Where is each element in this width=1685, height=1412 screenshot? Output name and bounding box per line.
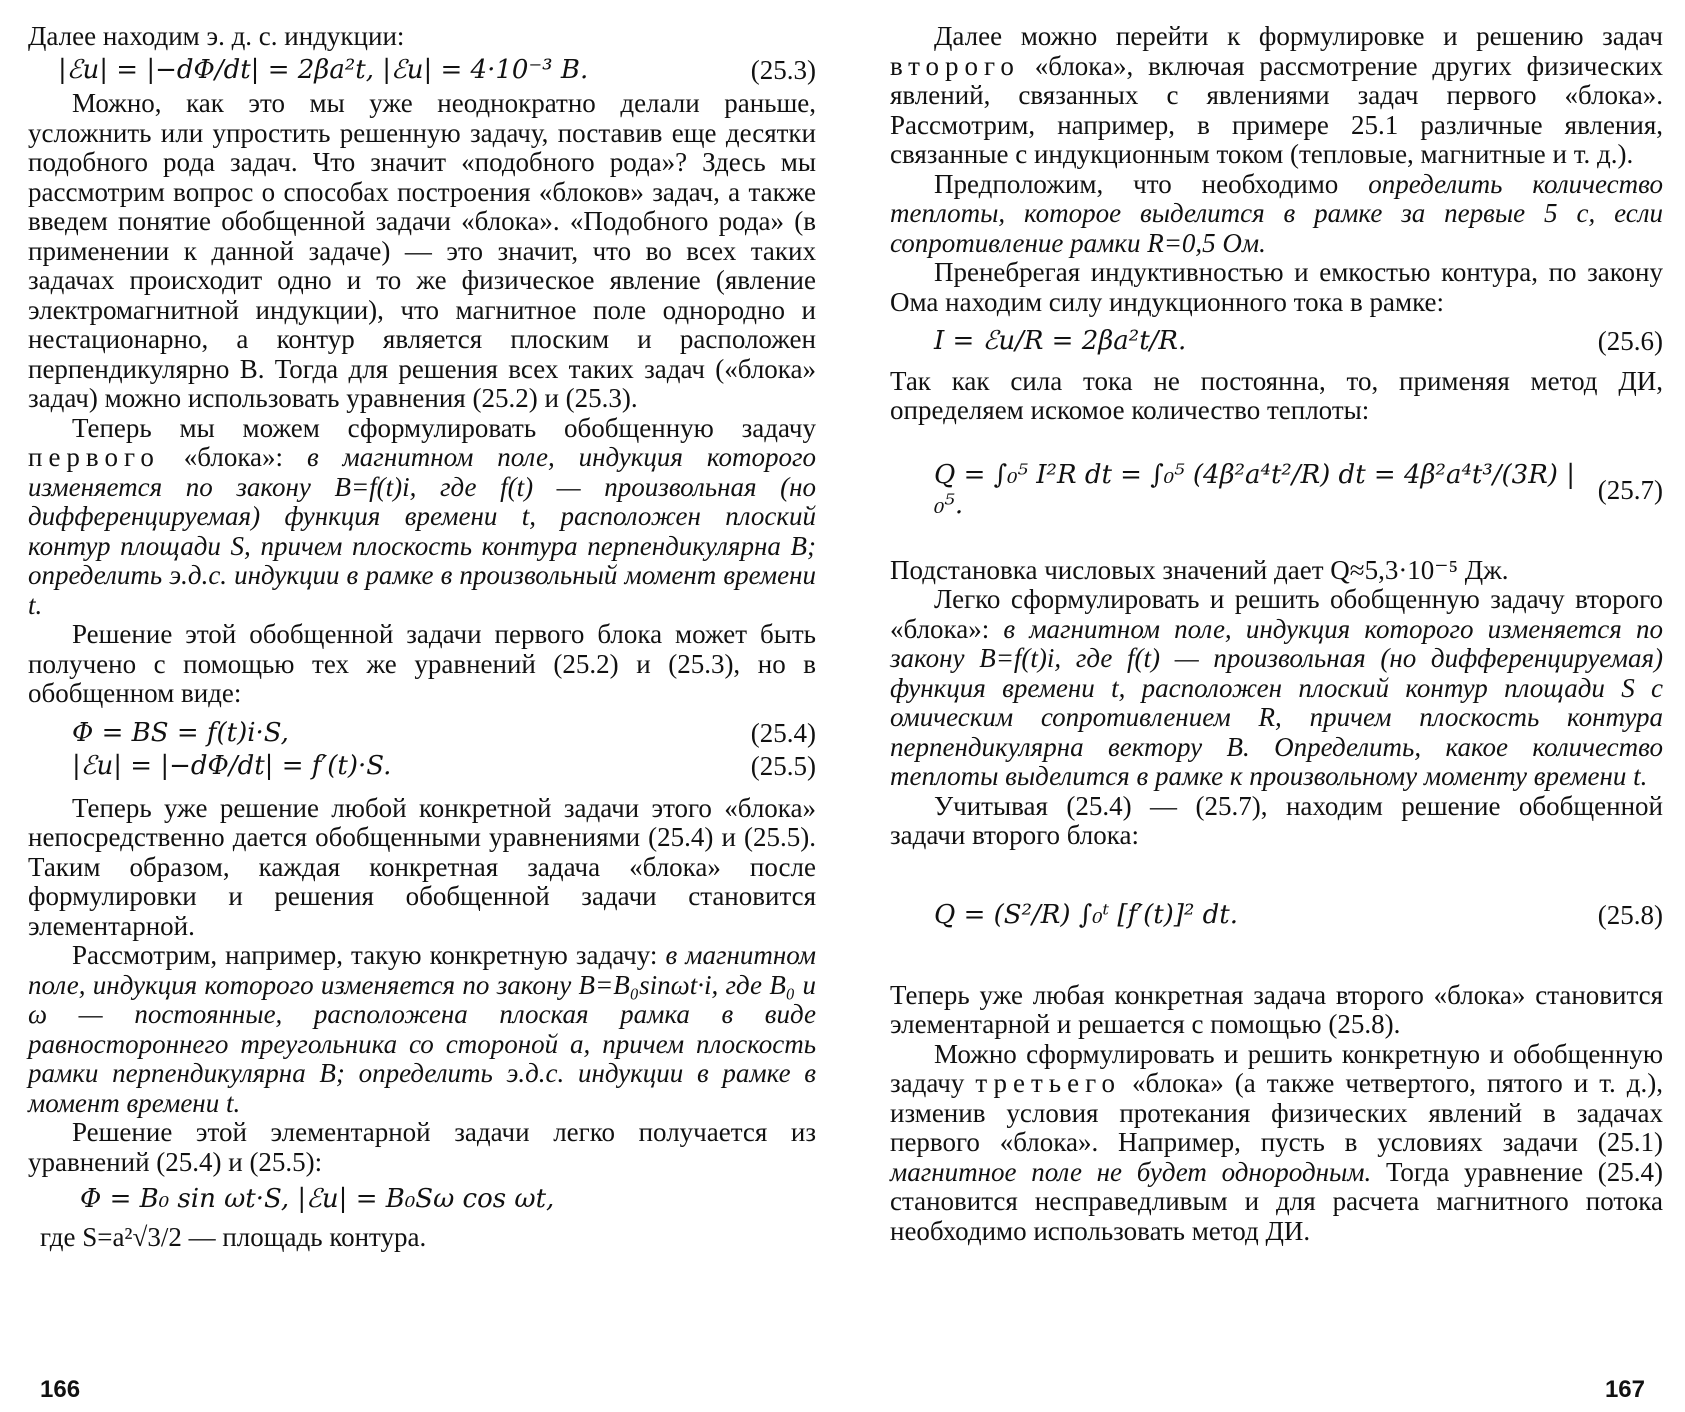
equation-number: (25.6) (1597, 326, 1663, 356)
equation-formula: Φ = B₀ sin ωt·S, |ℰи| = B₀Sω cos ωt, (80, 1184, 555, 1214)
intro-line: Далее находим э. д. с. индукции: (28, 21, 405, 51)
page-number-right: 167 (1604, 1376, 1645, 1403)
equation-number: (25.4) (750, 717, 816, 748)
paragraph: Легко сформулировать и решить обобщенную задачу второго «блока»: в магнитном поле, индукция которого изменяется по закону B=f(t)i, где f(t) — произвольная (но дифференцируемая) функция времени t, расположен плоский контур площади S с омическим сопротивлением R, причем плоскость контура перпендикулярна вектору B. Определить, какое количество теплоты выделится в рамке к произвольному моменту времени t. (890, 584, 1663, 791)
paragraph: Можно сформулировать и решить конкретную и обобщенную задачу третьего «блока» (а также четвертого, пятого и т. д.), изменив условия протекания физических явлений в задачах первого «блока». Например, пусть в условиях задачи (25.1) магнитное поле не будет однородным. Тогда уравнение (25.4) становится несправедливым и для расчета магнитного потока необходимо использовать метод ДИ. (890, 1038, 1663, 1246)
paragraph: Теперь мы можем сформулировать обобщенную задачу первого «блока»: в магнитном поле, индукция которого изменяется по закону B=f(t)i, где f(t) — произвольная (но дифференцируемая) функция времени t, расположен плоский контур площади S, причем плоскость контура перпендикулярна B; определить э.д.с. индукции в рамке в произвольный момент времени t. (28, 412, 816, 620)
right-page (890, 22, 1663, 1246)
paragraph: Теперь уже любая конкретная задача второго «блока» становится элементарной и решается с помощью (25.8). (890, 979, 1663, 1039)
left-page (28, 22, 816, 1252)
paragraph: Так как сила тока не постоянна, то, применяя метод ДИ, определяем искомое количество теплоты: (890, 365, 1663, 425)
paragraph: Решение этой обобщенной задачи первого блока может быть получено с помощью тех же уравнений (25.2) и (25.3), но в обобщенном виде: (28, 619, 816, 708)
paragraph: Рассмотрим, например, такую конкретную задачу: в магнитном поле, индукция которого изменяется по закону B=B₀sinωt·i, где B₀ и ω — постоянные, расположена плоская рамка в виде равностороннего треугольника со стороной a, причем плоскость рамки перпендикулярна B; определить э.д.с. индукции в рамке в момент времени t. (28, 940, 816, 1118)
equation-formula: Φ = BS = f(t)i·S, (72, 717, 289, 748)
equation-25-6 (890, 327, 1663, 357)
equation-number: (25.3) (750, 54, 816, 85)
equation-solution (28, 1185, 816, 1215)
area-line: где S=a²√3/2 — площадь контура. (40, 1221, 427, 1252)
paragraph: Решение этой элементарной задачи легко получается из уравнений (25.4) и (25.5): (28, 1117, 816, 1177)
paragraph: Можно, как это мы уже неоднократно делали раньше, усложнить или упростить решенную задачу, поставив еще десятки подобного рода задач. Что значит «подобного рода»? Здесь мы рассмотрим вопрос о способах построения «блоков» задач, а также введем понятие обобщенной задачи «блока». «Подобного рода» (в применении к данной задаче) — это значит, что во всех таких задачах происходит одно и то же физическое явление (явление электромагнитной индукции), что магнитное поле однородно и нестационарно, а контур является плоским и расположен перпендикулярно B. Тогда для решения всех таких задач («блока» задач) можно использовать уравнения (25.2) и (25.3). (28, 88, 816, 413)
equation-number: (25.7) (1597, 474, 1663, 505)
equation-formula: |ℰи| = |−dΦ/dt| = 2βa²t, |ℰи| = 4·10⁻³ В. (58, 54, 589, 85)
equation-25-4 (28, 719, 816, 749)
paragraph: Подстановка числовых значений дает Q≈5,3·10⁻⁵ Дж. (890, 554, 1509, 585)
equation-25-5 (28, 752, 816, 782)
paragraph: Учитывая (25.4) — (25.7), находим решение обобщенной задачи второго блока: (890, 790, 1663, 850)
equation-25-8 (890, 861, 1663, 971)
equation-formula: Q = ∫₀⁵ I²R dt = ∫₀⁵ (4β²a⁴t²/R) dt = 4β²a⁴t³/(3R) |₀⁵. (934, 460, 1575, 520)
paragraph: Далее можно перейти к формулировке и решению задач второго «блока», включая рассмотрение других физических явлений, связанных с явлениями задач первого «блока». Рассмотрим, например, в примере 25.1 различные явления, связанные с индукционным током (тепловые, магнитные и т. д.). (890, 21, 1663, 169)
equation-number: (25.8) (1597, 899, 1663, 930)
equation-number: (25.5) (750, 751, 816, 781)
paragraph: Теперь уже решение любой конкретной задачи этого «блока» непосредственно дается обобщенными уравнениями (25.4) и (25.5). Таким образом, каждая конкретная задача «блока» после формулировки и решения обобщенной задачи становится элементарной. (28, 792, 816, 941)
equation-formula: Q = (S²/R) ∫₀ᵗ [f′(t)]² dt. (934, 899, 1238, 930)
equation-formula: |ℰи| = |−dΦ/dt| = f′(t)·S. (72, 751, 392, 781)
equation-25-7 (890, 436, 1663, 546)
page-number-left: 166 (40, 1376, 81, 1403)
paragraph: Предположим, что необходимо определить количество теплоты, которое выделится в рамке за первые 5 с, если сопротивление рамки R=0,5 Ом. (890, 168, 1663, 258)
equation-formula: I = ℰи/R = 2βa²t/R. (934, 326, 1187, 356)
equation-25-3 (28, 56, 816, 86)
paragraph: Пренебрегая индуктивностью и емкостью контура, по закону Ома находим силу индукционного тока в рамке: (890, 257, 1663, 317)
